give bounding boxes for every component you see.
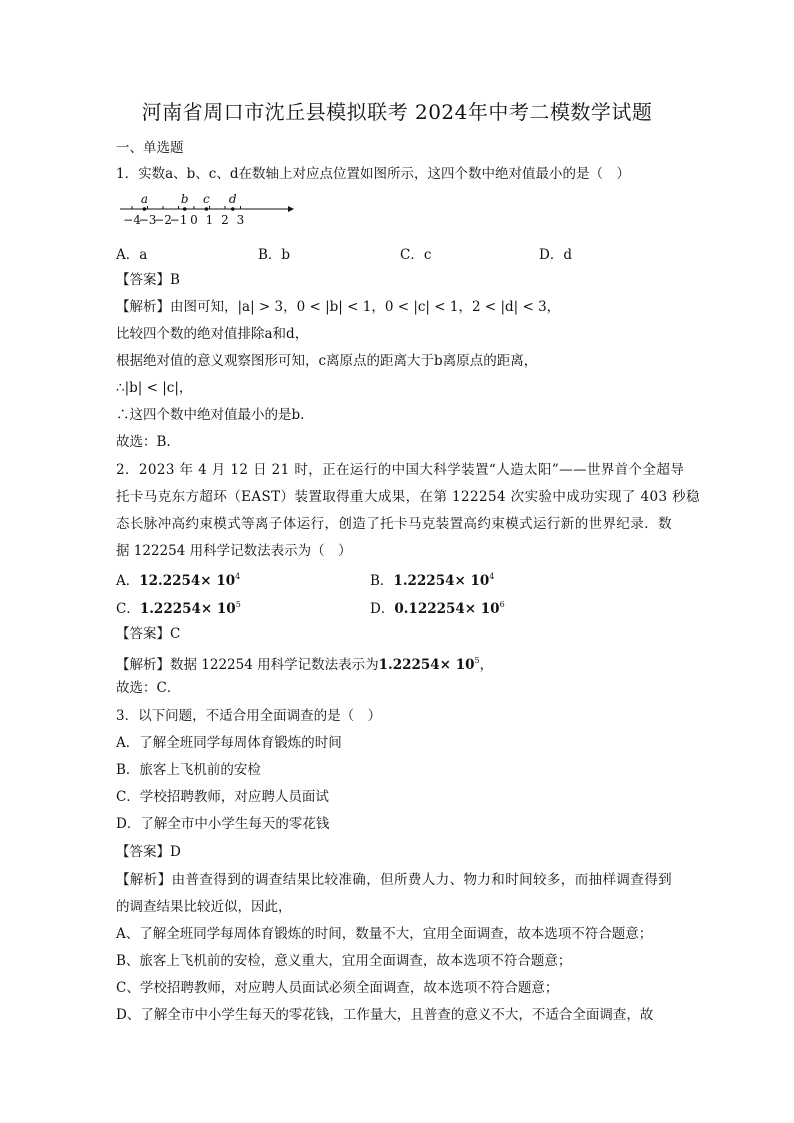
number-line-tick-label: −3 [138, 213, 157, 227]
q1-analysis-line: 比较四个数的绝对值排除a和d， [116, 326, 309, 342]
number-line-figure [116, 190, 296, 232]
q3-option-a[interactable]: A．了解全班同学每周体育锻炼的时间 [116, 735, 342, 751]
q3-analysis-line: B、旅客上飞机前的安检，意义重大，宜用全面调查，故本选项不符合题意； [116, 953, 572, 969]
section-heading: 一、单选题 [116, 140, 184, 156]
q2-option-d[interactable]: D．$0.122254\times 10^6$ [370, 600, 505, 617]
number-line-tick-label: 0 [190, 213, 198, 227]
number-line-point-b [183, 207, 187, 211]
number-line-point-label: a [140, 192, 148, 206]
number-line-tick-label: 1 [205, 213, 214, 227]
q2-stem-line: 2．2023 年 4 月 12 日 21 时，正在运行的中国大科学装置“人造太阳”——世界首个全超导 [116, 462, 685, 478]
q2-option-b[interactable]: B．$1.22254\times 10^4$ [370, 572, 495, 589]
number-line-point-label: c [203, 192, 210, 206]
number-line-tick-label: −2 [154, 213, 172, 227]
q2-stem-line: 托卡马克东方超环（EAST）装置取得重大成果，在第 122254 次实验中成功实现了 403 秒稳 [116, 489, 700, 505]
q1-analysis-line: 根据绝对值的意义观察图形可知，c离原点的距离大于b离原点的距离， [116, 353, 538, 369]
q3-analysis-line: A、了解全班同学每周体育锻炼的时间，数量不大，宜用全面调查，故本选项不符合题意； [116, 926, 653, 942]
number-line-point-d [231, 207, 235, 211]
q1-conclusion: 故选：B. [116, 434, 171, 450]
q1-analysis-line: ∴这四个数中绝对值最小的是b. [116, 407, 305, 423]
number-line-point-a [143, 207, 147, 211]
number-line-tick-label: 3 [236, 213, 245, 227]
q2-analysis-line: 【解析】数据 122254 用科学记数法表示为$1.22254\times 10^5$， [116, 656, 494, 673]
q1-analysis-line: ∴|b| < |c|， [116, 380, 193, 396]
number-line-point-c [205, 207, 209, 211]
q3-analysis-line: 【解析】由普查得到的调查结果比较准确，但所费人力、物力和时间较多，而抽样调查得到 [116, 872, 672, 888]
q2-option-a[interactable]: A．$12.2254\times 10^4$ [116, 572, 241, 589]
q3-option-b[interactable]: B．旅客上飞机前的安检 [116, 762, 261, 778]
q3-option-c[interactable]: C．学校招聘教师，对应聘人员面试 [116, 789, 329, 805]
q3-stem: 3．以下问题，不适合用全面调查的是（ ） [116, 708, 382, 724]
q2-stem-line: 据 122254 用科学记数法表示为（ ） [116, 543, 352, 559]
q1-stem: 1．实数a、b、c、d在数轴上对应点位置如图所示，这四个数中绝对值最小的是（ ） [116, 166, 630, 182]
q1-option-b[interactable]: B．b [258, 247, 291, 263]
q1-option-a[interactable]: A．a [116, 247, 148, 263]
number-line-tick-label: −4 [123, 213, 141, 227]
q1-options [116, 243, 596, 263]
q3-analysis-line: 的调查结果比较近似，因此， [116, 899, 292, 915]
q1-answer: 【答案】B [116, 272, 180, 288]
number-line-tick-label: −1 [169, 213, 188, 227]
q1-option-d[interactable]: D．d [539, 247, 572, 263]
q1-analysis-line: 【解析】由图可知，|a| > 3，0 < |b| < 1，0 < |c| < 1，2 < |d| < 3， [116, 299, 561, 315]
q3-answer: 【答案】D [116, 844, 181, 860]
q2-stem-line: 态长脉冲高约束模式等离子体运行，创造了托卡马克装置高约束模式运行新的世界纪录．数 [116, 516, 672, 532]
number-line-point-label: d [228, 192, 237, 206]
q3-analysis-line: D、了解全市中小学生每天的零花钱，工作量大，且普查的意义不大，不适合全面调查，故 [116, 1007, 654, 1023]
number-line-point-label: b [180, 192, 189, 206]
q3-option-d[interactable]: D．了解全市中小学生每天的零花钱 [116, 816, 330, 832]
q2-conclusion: 故选：C． [116, 680, 181, 696]
q2-answer: 【答案】C [116, 626, 181, 642]
q1-option-c[interactable]: C．c [400, 247, 432, 263]
q2-option-c[interactable]: C．$1.22254\times 10^5$ [116, 600, 241, 617]
q3-analysis-line: C、学校招聘教师，对应聘人员面试必须全面调查，故本选项不符合题意； [116, 980, 559, 996]
page-title: 河南省周口市沈丘县模拟联考 2024年中考二模数学试题 [141, 100, 653, 124]
number-line-tick-label: 2 [221, 213, 229, 227]
